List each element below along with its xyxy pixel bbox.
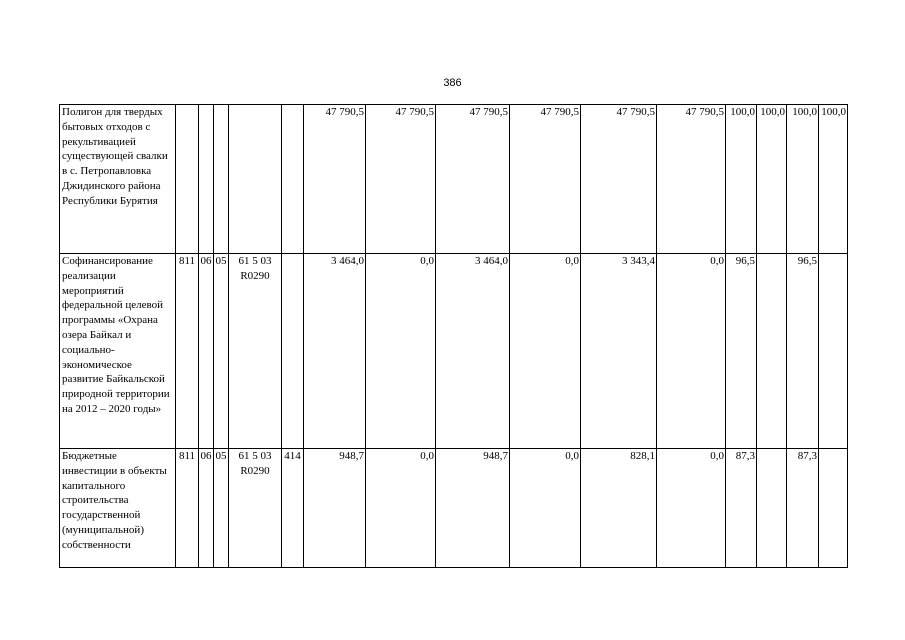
target-code: 61 5 03 R0290 [229,449,282,568]
amount-cell: 3 343,4 [581,254,657,449]
budget-table [59,104,848,568]
table-row [60,254,848,449]
table-row [60,105,848,254]
page-number: 386 [443,77,462,89]
percent-cell: 96,5 [726,254,757,449]
percent-cell: 100,0 [726,105,757,254]
expense-type-code [282,254,304,449]
section-code: 06 [199,254,214,449]
subsection-code: 05 [214,449,229,568]
subsection-code: 05 [214,254,229,449]
percent-cell: 100,0 [787,105,819,254]
amount-cell: 0,0 [510,254,581,449]
admin-code [176,105,199,254]
percent-cell [757,254,787,449]
percent-cell [819,254,848,449]
amount-cell: 0,0 [657,254,726,449]
amount-cell: 47 790,5 [510,105,581,254]
amount-cell: 948,7 [436,449,510,568]
percent-cell: 87,3 [787,449,819,568]
row-name: Бюджетные инвестиции в объекты капитального строительства государственной (муниципальной) собственности [60,449,176,568]
target-code: 61 5 03 R0290 [229,254,282,449]
target-code [229,105,282,254]
percent-cell [819,449,848,568]
amount-cell: 47 790,5 [436,105,510,254]
amount-cell: 0,0 [657,449,726,568]
section-code [199,105,214,254]
expense-type-code [282,105,304,254]
row-name: Софинансирование реализации мероприятий федеральной целевой программы «Охрана озера Байкал и социально-экономическое развитие Байкальской природной территории на 2012 – 2020 годы» [60,254,176,449]
percent-cell: 96,5 [787,254,819,449]
admin-code: 811 [176,449,199,568]
subsection-code [214,105,229,254]
amount-cell: 0,0 [366,254,436,449]
amount-cell: 47 790,5 [657,105,726,254]
amount-cell: 0,0 [510,449,581,568]
amount-cell: 3 464,0 [436,254,510,449]
table-row [60,449,848,568]
expense-type-code: 414 [282,449,304,568]
amount-cell: 828,1 [581,449,657,568]
admin-code: 811 [176,254,199,449]
percent-cell: 87,3 [726,449,757,568]
amount-cell: 47 790,5 [366,105,436,254]
percent-cell: 100,0 [757,105,787,254]
amount-cell: 0,0 [366,449,436,568]
amount-cell: 948,7 [304,449,366,568]
row-name: Полигон для твердых бытовых отходов с рекультивацией существующей свалки в с. Петропавловка Джидинского района Республики Бурятия [60,105,176,254]
amount-cell: 47 790,5 [304,105,366,254]
section-code: 06 [199,449,214,568]
amount-cell: 47 790,5 [581,105,657,254]
percent-cell [757,449,787,568]
percent-cell: 100,0 [819,105,848,254]
amount-cell: 3 464,0 [304,254,366,449]
